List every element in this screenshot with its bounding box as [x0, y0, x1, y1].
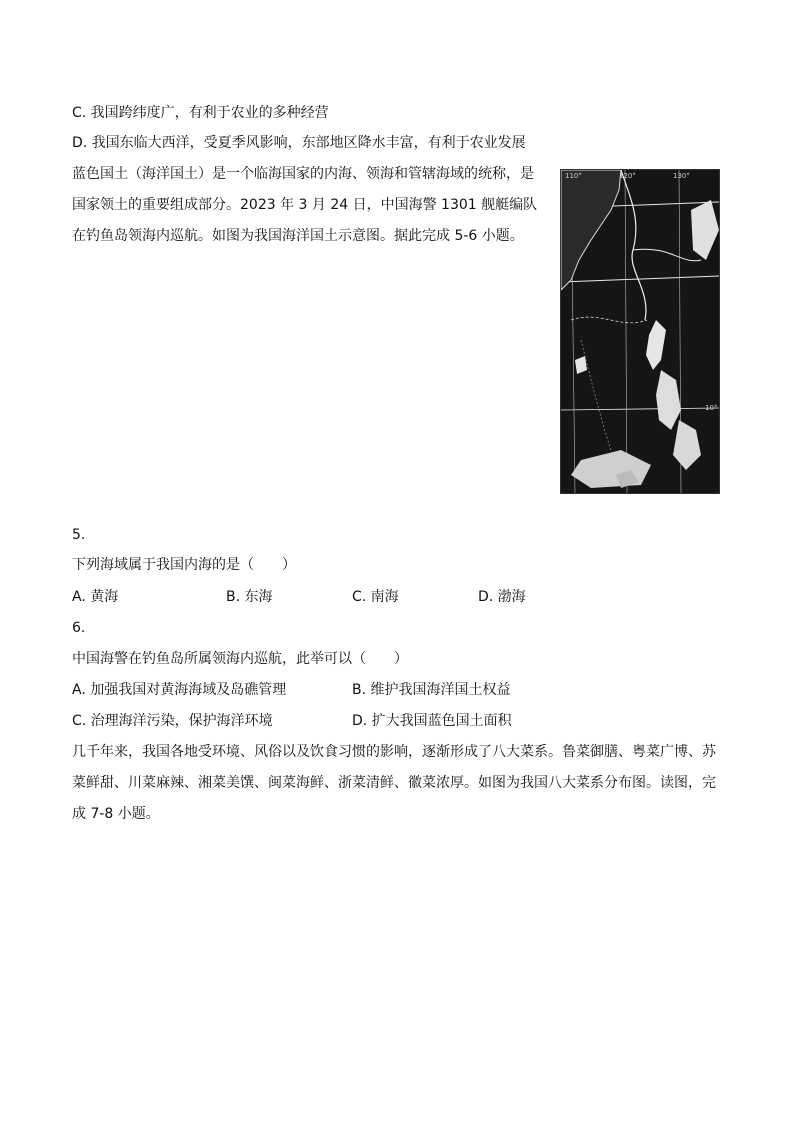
question-5-option-c: C. 南海 — [352, 589, 399, 605]
question-6-option-b: B. 维护我国海洋国土权益 — [352, 682, 511, 698]
map-lon-label-110: 110° — [565, 172, 582, 180]
map-lon-label-120: 120° — [619, 172, 636, 180]
map-graphic — [561, 170, 719, 493]
cuisine-intro-paragraph: 几千年来，我国各地受环境、风俗以及饮食习惯的影响，逐渐形成了八大菜系。鲁菜御膳、粤菜广博、苏菜鲜甜、川菜麻辣、湘菜美馔、闽菜海鲜、浙菜清鲜、徽菜浓厚。如图为我国八大菜系分布图。读图，完成 7-8 小题。 — [72, 744, 716, 822]
map-lon-label-130: 130° — [673, 172, 690, 180]
question-5-option-d: D. 渤海 — [478, 589, 526, 605]
question-6-number: 6. — [72, 620, 86, 636]
question-5-number: 5. — [72, 527, 86, 543]
question-6-option-c: C. 治理海洋污染，保护海洋环境 — [72, 713, 273, 729]
question-5-option-a: A. 黄海 — [72, 589, 119, 605]
question-5-option-b: B. 东海 — [226, 589, 273, 605]
ocean-territory-map — [560, 169, 720, 494]
question-6-option-a: A. 加强我国对黄海海域及岛礁管理 — [72, 682, 287, 698]
option-d-prev: D. 我国东临大西洋，受夏季风影响，东部地区降水丰富，有利于农业发展 — [72, 135, 526, 151]
question-5-stem: 下列海域属于我国内海的是（ ） — [72, 557, 296, 573]
question-6-stem: 中国海警在钓鱼岛所属领海内巡航，此举可以（ ） — [72, 651, 408, 667]
ocean-intro-paragraph: 蓝色国土（海洋国土）是一个临海国家的内海、领海和管辖海域的统称，是国家领土的重要组成部分。2023 年 3 月 24 日，中国海警 1301 舰艇编队在钓鱼岛领海内巡航。如图为我国海洋国土示意图。据此完成 5-6 小题。 — [72, 166, 538, 244]
question-6-option-d: D. 扩大我国蓝色国土面积 — [352, 713, 512, 729]
map-lat-label-10: 10° — [705, 404, 718, 412]
option-c-prev: C. 我国跨纬度广，有利于农业的多种经营 — [72, 105, 329, 121]
